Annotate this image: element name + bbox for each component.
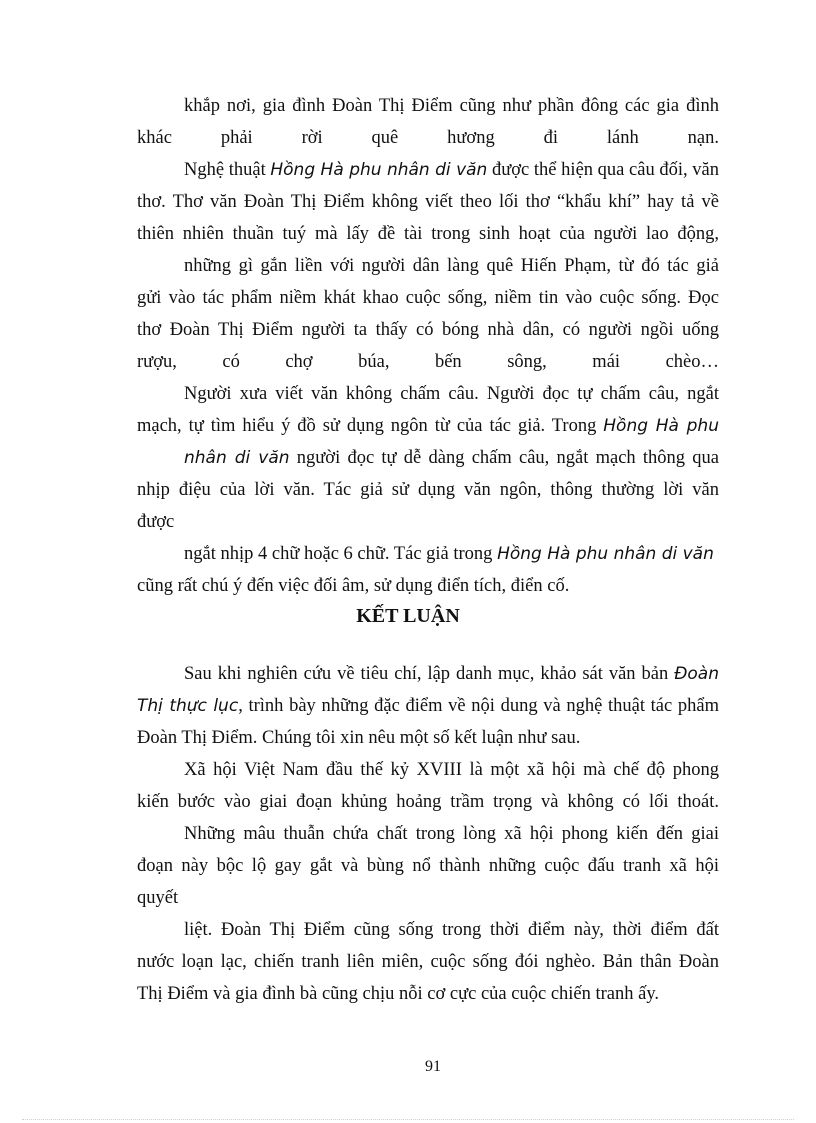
section-heading: KẾT LUẬN <box>356 605 460 627</box>
text-line: nhịp điệu của lời văn. Tác giả sử dụng văn ngôn, thông thường lời văn <box>137 480 719 500</box>
text-line: kiến bước vào giai đoạn khủng hoảng trầm trọng và không có lối thoát. <box>137 792 719 812</box>
text-line: những gì gắn liền với người dân làng quê Hiến Phạm, từ đó tác giả <box>184 256 719 276</box>
text-line: thiên nhiên thuần tuý mà lấy đề tài trong sinh hoạt của người lao động, <box>137 224 719 244</box>
text-line: đoạn này bộc lộ gay gắt và bùng nổ thành những cuộc đấu tranh xã hội <box>137 856 719 876</box>
text-line: Xã hội Việt Nam đầu thế kỷ XVIII là một xã hội mà chế độ phong <box>184 760 719 780</box>
text-line: khắp nơi, gia đình Đoàn Thị Điểm cũng như phần đông các gia đình <box>184 96 719 116</box>
text-line: quyết <box>137 888 179 908</box>
text-line: Nghệ thuật Hồng Hà phu nhân di văn được thể hiện qua câu đối, văn <box>184 160 719 180</box>
text-line: gửi vào tác phẩm niềm khát khao cuộc sống, niềm tin vào cuộc sống. Đọc <box>137 288 719 308</box>
text-line: Thị Điểm và gia đình bà cũng chịu nỗi cơ cực của cuộc chiến tranh ấy. <box>137 984 660 1004</box>
text-line: khác phải rời quê hương đi lánh nạn. <box>137 128 719 148</box>
text-line: liệt. Đoàn Thị Điểm cũng sống trong thời điểm này, thời điểm đất <box>184 920 719 940</box>
text-line: Người xưa viết văn không chấm câu. Người đọc tự chấm câu, ngắt <box>184 384 719 404</box>
text-line: được <box>137 512 175 532</box>
text-line: ngắt nhịp 4 chữ hoặc 6 chữ. Tác giả trong Hồng Hà phu nhân di văn <box>184 544 714 564</box>
text-line: nước loạn lạc, chiến tranh liên miên, cuộc sống đói nghèo. Bản thân Đoàn <box>137 952 719 972</box>
text-line: Sau khi nghiên cứu về tiêu chí, lập danh mục, khảo sát văn bản Đoàn <box>184 664 719 684</box>
text-line: thơ Đoàn Thị Điểm người ta thấy có bóng nhà dân, có người ngồi uống <box>137 320 719 340</box>
text-line: thơ. Thơ văn Đoàn Thị Điểm không viết theo lối thơ “khẩu khí” hay tả về <box>137 192 719 212</box>
text-line: nhân di văn người đọc tự dễ dàng chấm câu, ngắt mạch thông qua <box>184 448 719 468</box>
page-number: 91 <box>425 1058 441 1075</box>
text-line: Những mâu thuẫn chứa chất trong lòng xã hội phong kiến đến giai <box>184 824 719 844</box>
page-bottom-border <box>22 1119 794 1120</box>
text-line: rượu, có chợ búa, bến sông, mái chèo… <box>137 352 719 372</box>
text-line: mạch, tự tìm hiểu ý đồ sử dụng ngôn từ của tác giả. Trong Hồng Hà phu <box>137 416 719 436</box>
text-line: Thị thực lục, trình bày những đặc điểm về nội dung và nghệ thuật tác phẩm <box>137 696 719 716</box>
text-line: Đoàn Thị Điểm. Chúng tôi xin nêu một số kết luận như sau. <box>137 728 581 748</box>
text-line: cũng rất chú ý đến việc đối âm, sử dụng điển tích, điển cố. <box>137 576 570 596</box>
